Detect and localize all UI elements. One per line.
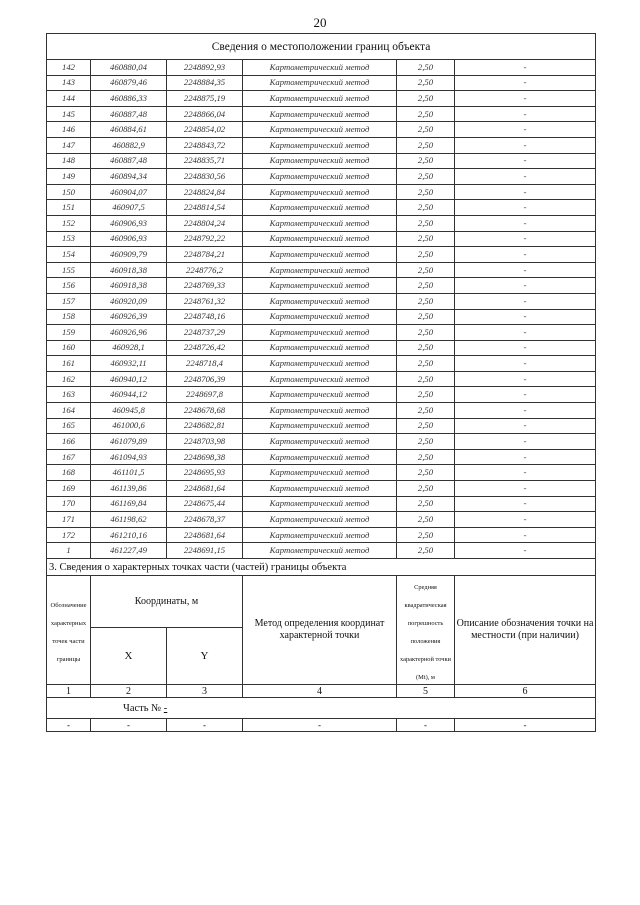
- cell-point-number: 162: [47, 371, 91, 387]
- cell-accuracy: 2,50: [397, 184, 455, 200]
- table-cell: -: [243, 719, 397, 732]
- cell-coord-y: 2248814,54: [167, 200, 243, 216]
- column-number: 4: [243, 685, 397, 698]
- cell-coord-x: 460882,9: [91, 137, 167, 153]
- cell-point-number: 159: [47, 325, 91, 341]
- cell-coord-x: 461210,16: [91, 527, 167, 543]
- cell-coord-x: 461000,6: [91, 418, 167, 434]
- cell-coord-x: 460928,1: [91, 340, 167, 356]
- cell-point-number: 144: [47, 91, 91, 107]
- cell-point-number: 153: [47, 231, 91, 247]
- cell-accuracy: 2,50: [397, 496, 455, 512]
- cell-accuracy: 2,50: [397, 91, 455, 107]
- cell-method: Картометрический метод: [243, 449, 397, 465]
- cell-method: Картометрический метод: [243, 434, 397, 450]
- boundary-table: [46, 33, 596, 732]
- table-row: [47, 262, 596, 278]
- cell-accuracy: 2,50: [397, 60, 455, 76]
- cell-coord-x: 460926,96: [91, 325, 167, 341]
- cell-coord-y: 2248678,37: [167, 512, 243, 528]
- table-row: [47, 106, 596, 122]
- cell-method: Картометрический метод: [243, 60, 397, 76]
- cell-method: Картометрический метод: [243, 356, 397, 372]
- cell-description: -: [455, 340, 596, 356]
- cell-accuracy: 2,50: [397, 215, 455, 231]
- table-row: [47, 481, 596, 497]
- cell-description: -: [455, 403, 596, 419]
- cell-description: -: [455, 153, 596, 169]
- cell-point-number: 157: [47, 293, 91, 309]
- cell-coord-x: 460926,39: [91, 309, 167, 325]
- cell-description: -: [455, 481, 596, 497]
- cell-accuracy: 2,50: [397, 231, 455, 247]
- cell-coord-x: 460918,38: [91, 262, 167, 278]
- table-row: [47, 387, 596, 403]
- cell-method: Картометрический метод: [243, 215, 397, 231]
- table-row: [47, 325, 596, 341]
- cell-description: -: [455, 527, 596, 543]
- cell-point-number: 145: [47, 106, 91, 122]
- cell-description: -: [455, 387, 596, 403]
- table-row: [47, 527, 596, 543]
- cell-accuracy: 2,50: [397, 137, 455, 153]
- table-row: [47, 465, 596, 481]
- table-row: [47, 153, 596, 169]
- cell-coord-x: 460940,12: [91, 371, 167, 387]
- cell-method: Картометрический метод: [243, 325, 397, 341]
- cell-accuracy: 2,50: [397, 325, 455, 341]
- cell-description: -: [455, 184, 596, 200]
- cell-point-number: 164: [47, 403, 91, 419]
- cell-method: Картометрический метод: [243, 231, 397, 247]
- cell-coord-x: 461079,89: [91, 434, 167, 450]
- cell-accuracy: 2,50: [397, 356, 455, 372]
- y-header: Y: [167, 628, 243, 685]
- cell-description: -: [455, 75, 596, 91]
- cell-coord-y: 2248784,21: [167, 247, 243, 263]
- cell-coord-x: 461094,93: [91, 449, 167, 465]
- cell-accuracy: 2,50: [397, 449, 455, 465]
- cell-point-number: 171: [47, 512, 91, 528]
- cell-accuracy: 2,50: [397, 262, 455, 278]
- cell-coord-y: 2248681,64: [167, 527, 243, 543]
- cell-point-number: 158: [47, 309, 91, 325]
- table-row: [47, 403, 596, 419]
- cell-coord-y: 2248681,64: [167, 481, 243, 497]
- cell-point-number: 163: [47, 387, 91, 403]
- cell-coord-x: 461198,62: [91, 512, 167, 528]
- table-row: [47, 543, 596, 559]
- table-row: [47, 496, 596, 512]
- cell-coord-y: 2248830,56: [167, 169, 243, 185]
- cell-accuracy: 2,50: [397, 122, 455, 138]
- cell-coord-y: 2248824,84: [167, 184, 243, 200]
- cell-coord-y: 2248748,16: [167, 309, 243, 325]
- cell-description: -: [455, 371, 596, 387]
- coordinates-sheet: [46, 33, 595, 732]
- table-row: [47, 169, 596, 185]
- cell-method: Картометрический метод: [243, 278, 397, 294]
- point-designation-header: Обозначение характерных точек части границы: [47, 576, 91, 685]
- cell-coord-x: 460886,33: [91, 91, 167, 107]
- cell-accuracy: 2,50: [397, 434, 455, 450]
- section3-title: 3. Сведения о характерных точках части (частей) границы объекта: [47, 559, 596, 576]
- cell-accuracy: 2,50: [397, 465, 455, 481]
- cell-accuracy: 2,50: [397, 418, 455, 434]
- cell-description: -: [455, 325, 596, 341]
- column-number: 3: [167, 685, 243, 698]
- cell-accuracy: 2,50: [397, 340, 455, 356]
- table-row: [47, 418, 596, 434]
- cell-method: Картометрический метод: [243, 75, 397, 91]
- cell-description: -: [455, 106, 596, 122]
- cell-accuracy: 2,50: [397, 247, 455, 263]
- cell-accuracy: 2,50: [397, 481, 455, 497]
- cell-coord-x: 460880,04: [91, 60, 167, 76]
- cell-method: Картометрический метод: [243, 262, 397, 278]
- cell-point-number: 156: [47, 278, 91, 294]
- cell-method: Картометрический метод: [243, 340, 397, 356]
- cell-coord-y: 2248761,32: [167, 293, 243, 309]
- cell-coord-y: 2248892,93: [167, 60, 243, 76]
- cell-point-number: 146: [47, 122, 91, 138]
- cell-description: -: [455, 465, 596, 481]
- page-number: 20: [313, 15, 327, 30]
- cell-accuracy: 2,50: [397, 527, 455, 543]
- cell-description: -: [455, 91, 596, 107]
- cell-point-number: 151: [47, 200, 91, 216]
- table-cell: -: [455, 719, 596, 732]
- table-row: [47, 215, 596, 231]
- cell-coord-x: 460918,38: [91, 278, 167, 294]
- table-row: [47, 137, 596, 153]
- cell-description: -: [455, 356, 596, 372]
- cell-point-number: 161: [47, 356, 91, 372]
- cell-description: -: [455, 434, 596, 450]
- cell-point-number: 147: [47, 137, 91, 153]
- cell-method: Картометрический метод: [243, 106, 397, 122]
- table-row: [47, 278, 596, 294]
- cell-coord-x: 461169,84: [91, 496, 167, 512]
- cell-point-number: 1: [47, 543, 91, 559]
- cell-method: Картометрический метод: [243, 481, 397, 497]
- cell-coord-x: 460909,79: [91, 247, 167, 263]
- cell-coord-x: 461139,86: [91, 481, 167, 497]
- cell-method: Картометрический метод: [243, 309, 397, 325]
- cell-accuracy: 2,50: [397, 278, 455, 294]
- cell-method: Картометрический метод: [243, 387, 397, 403]
- table-row: [47, 434, 596, 450]
- cell-coord-y: 2248698,38: [167, 449, 243, 465]
- cell-description: -: [455, 449, 596, 465]
- table-cell: -: [47, 719, 91, 732]
- cell-description: -: [455, 60, 596, 76]
- method-header: Метод определения координат характерной точки: [243, 576, 397, 685]
- cell-coord-y: 2248675,44: [167, 496, 243, 512]
- cell-coord-y: 2248691,15: [167, 543, 243, 559]
- cell-method: Картометрический метод: [243, 403, 397, 419]
- cell-coord-x: 460879,46: [91, 75, 167, 91]
- cell-point-number: 152: [47, 215, 91, 231]
- section-title-row: [47, 34, 596, 60]
- table-row: [47, 449, 596, 465]
- cell-method: Картометрический метод: [243, 200, 397, 216]
- cell-coord-y: 2248804,24: [167, 215, 243, 231]
- cell-accuracy: 2,50: [397, 200, 455, 216]
- cell-coord-x: 460920,09: [91, 293, 167, 309]
- cell-accuracy: 2,50: [397, 512, 455, 528]
- cell-coord-y: 2248718,4: [167, 356, 243, 372]
- cell-point-number: 149: [47, 169, 91, 185]
- cell-method: Картометрический метод: [243, 184, 397, 200]
- cell-description: -: [455, 137, 596, 153]
- cell-coord-x: 460945,8: [91, 403, 167, 419]
- cell-coord-y: 2248835,71: [167, 153, 243, 169]
- table-row: [47, 356, 596, 372]
- cell-coord-x: 461101,5: [91, 465, 167, 481]
- cell-coord-x: 460907,5: [91, 200, 167, 216]
- table-row: [47, 184, 596, 200]
- table-cell: -: [167, 719, 243, 732]
- cell-coord-x: 460906,93: [91, 231, 167, 247]
- cell-description: -: [455, 293, 596, 309]
- cell-method: Картометрический метод: [243, 543, 397, 559]
- cell-description: -: [455, 200, 596, 216]
- cell-coord-y: 2248695,93: [167, 465, 243, 481]
- cell-coord-x: 461227,49: [91, 543, 167, 559]
- cell-accuracy: 2,50: [397, 106, 455, 122]
- table-row: [47, 91, 596, 107]
- cell-coord-y: 2248726,42: [167, 340, 243, 356]
- section3-header-row: [47, 576, 596, 628]
- cell-point-number: 154: [47, 247, 91, 263]
- cell-method: Картометрический метод: [243, 496, 397, 512]
- cell-accuracy: 2,50: [397, 293, 455, 309]
- column-number: 2: [91, 685, 167, 698]
- cell-method: Картометрический метод: [243, 153, 397, 169]
- cell-coord-x: 460906,93: [91, 215, 167, 231]
- cell-point-number: 169: [47, 481, 91, 497]
- cell-method: Картометрический метод: [243, 512, 397, 528]
- cell-method: Картометрический метод: [243, 247, 397, 263]
- table-row: [47, 293, 596, 309]
- table-row: [47, 309, 596, 325]
- cell-description: -: [455, 512, 596, 528]
- cell-coord-y: 2248769,33: [167, 278, 243, 294]
- part-value: -: [163, 702, 168, 714]
- cell-point-number: 168: [47, 465, 91, 481]
- table-row: [47, 200, 596, 216]
- table-cell: -: [91, 719, 167, 732]
- cell-coord-y: 2248776,2: [167, 262, 243, 278]
- cell-accuracy: 2,50: [397, 75, 455, 91]
- cell-coord-y: 2248678,68: [167, 403, 243, 419]
- cell-method: Картометрический метод: [243, 465, 397, 481]
- part-row: [47, 698, 596, 719]
- cell-point-number: 165: [47, 418, 91, 434]
- table-row: [47, 231, 596, 247]
- cell-coord-y: 2248884,35: [167, 75, 243, 91]
- table-cell: -: [397, 719, 455, 732]
- cell-description: -: [455, 496, 596, 512]
- cell-method: Картометрический метод: [243, 122, 397, 138]
- cell-point-number: 155: [47, 262, 91, 278]
- part-label-cell: [47, 698, 596, 719]
- cell-description: -: [455, 418, 596, 434]
- cell-point-number: 167: [47, 449, 91, 465]
- cell-accuracy: 2,50: [397, 543, 455, 559]
- cell-coord-y: 2248866,04: [167, 106, 243, 122]
- cell-method: Картометрический метод: [243, 91, 397, 107]
- section3-title-row: [47, 559, 596, 576]
- cell-point-number: 170: [47, 496, 91, 512]
- cell-method: Картометрический метод: [243, 418, 397, 434]
- cell-description: -: [455, 169, 596, 185]
- table-row: [47, 60, 596, 76]
- table-row: [47, 512, 596, 528]
- cell-coord-x: 460884,61: [91, 122, 167, 138]
- cell-accuracy: 2,50: [397, 309, 455, 325]
- cell-accuracy: 2,50: [397, 403, 455, 419]
- cell-method: Картометрический метод: [243, 371, 397, 387]
- cell-coord-y: 2248875,19: [167, 91, 243, 107]
- cell-coord-y: 2248682,81: [167, 418, 243, 434]
- section-title: Сведения о местоположении границ объекта: [47, 34, 596, 60]
- cell-description: -: [455, 262, 596, 278]
- cell-description: -: [455, 247, 596, 263]
- cell-coord-y: 2248843,72: [167, 137, 243, 153]
- cell-coord-x: 460887,48: [91, 153, 167, 169]
- cell-coord-y: 2248697,8: [167, 387, 243, 403]
- cell-coord-y: 2248737,29: [167, 325, 243, 341]
- coordinates-header: Координаты, м: [91, 576, 243, 628]
- description-header: Описание обозначения точки на местности (при наличии): [455, 576, 596, 685]
- table-row: [47, 75, 596, 91]
- cell-coord-x: 460932,11: [91, 356, 167, 372]
- cell-accuracy: 2,50: [397, 153, 455, 169]
- column-number: 6: [455, 685, 596, 698]
- cell-coord-x: 460904,07: [91, 184, 167, 200]
- cell-description: -: [455, 543, 596, 559]
- cell-coord-y: 2248706,39: [167, 371, 243, 387]
- cell-accuracy: 2,50: [397, 371, 455, 387]
- cell-description: -: [455, 278, 596, 294]
- cell-point-number: 150: [47, 184, 91, 200]
- cell-coord-y: 2248703,98: [167, 434, 243, 450]
- cell-point-number: 160: [47, 340, 91, 356]
- table-row: [47, 122, 596, 138]
- part-label: Часть №: [123, 702, 162, 714]
- table-row: [47, 247, 596, 263]
- column-numbers-row: [47, 685, 596, 698]
- cell-method: Картометрический метод: [243, 527, 397, 543]
- cell-coord-x: 460944,12: [91, 387, 167, 403]
- cell-method: Картометрический метод: [243, 293, 397, 309]
- table-row: [47, 371, 596, 387]
- cell-point-number: 172: [47, 527, 91, 543]
- cell-description: -: [455, 231, 596, 247]
- table-row: [47, 340, 596, 356]
- cell-description: -: [455, 215, 596, 231]
- cell-method: Картометрический метод: [243, 169, 397, 185]
- cell-point-number: 148: [47, 153, 91, 169]
- mt-header: Средняя квадратическая погрешность положения характерной точки (Mt), м: [397, 576, 455, 685]
- x-header: X: [91, 628, 167, 685]
- cell-point-number: 166: [47, 434, 91, 450]
- cell-method: Картометрический метод: [243, 137, 397, 153]
- cell-accuracy: 2,50: [397, 387, 455, 403]
- cell-point-number: 142: [47, 60, 91, 76]
- cell-description: -: [455, 309, 596, 325]
- cell-point-number: 143: [47, 75, 91, 91]
- column-number: 5: [397, 685, 455, 698]
- cell-accuracy: 2,50: [397, 169, 455, 185]
- cell-coord-y: 2248792,22: [167, 231, 243, 247]
- empty-data-row: [47, 719, 596, 732]
- cell-coord-y: 2248854,02: [167, 122, 243, 138]
- cell-description: -: [455, 122, 596, 138]
- cell-coord-x: 460887,48: [91, 106, 167, 122]
- cell-coord-x: 460894,34: [91, 169, 167, 185]
- column-number: 1: [47, 685, 91, 698]
